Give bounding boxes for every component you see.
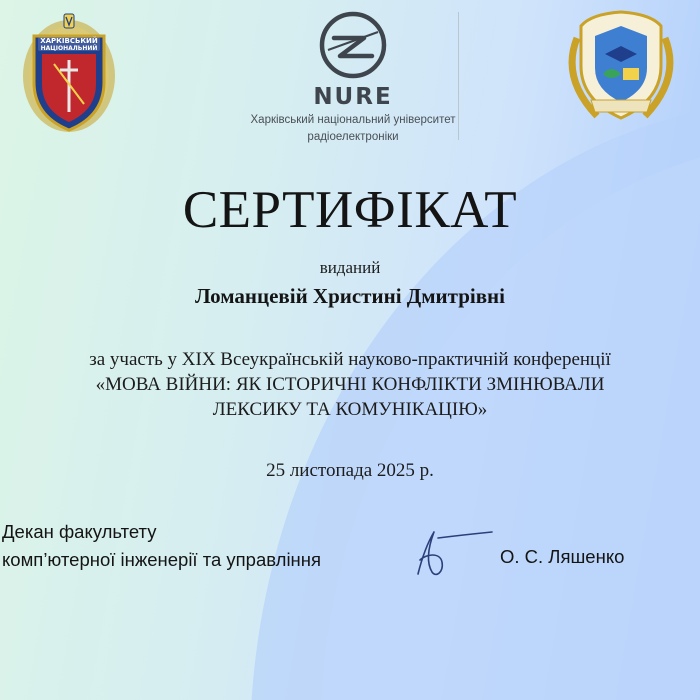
certificate-title: СЕРТИФІКАТ — [182, 181, 518, 239]
nure-full-name-line1: Харківський національний університет — [250, 114, 456, 126]
svg-text:НАЦІОНАЛЬНИЙ: НАЦІОНАЛЬНИЙ — [40, 45, 98, 52]
certificate-date: 25 листопада 2025 р. — [266, 460, 434, 481]
nure-abbreviation: NURE — [313, 84, 393, 110]
logo-divider — [458, 12, 459, 140]
position-line2: комп’ютерної інженерії та управління — [2, 549, 322, 570]
participation-text — [0, 347, 700, 422]
conference-title-line1: «МОВА ВІЙНИ: ЯК ІСТОРИЧНІ КОНФЛІКТИ ЗМІНЮВАЛИ — [95, 374, 605, 395]
svg-text:ХАРКІВСЬКИЙ: ХАРКІВСЬКИЙ — [40, 37, 98, 45]
issued-label: виданий — [319, 258, 381, 277]
participation-line1: за участь у XIX Всеукраїнській науково-практичній конференції — [89, 349, 611, 370]
university-emblem-left — [18, 12, 120, 136]
university-emblem-right — [557, 8, 685, 126]
book-icon — [623, 68, 639, 80]
handwritten-signature — [408, 528, 498, 580]
signatory-position — [2, 518, 321, 574]
nure-full-name-line2: радіоелектроніки — [307, 131, 399, 143]
recipient-name: Ломанцевій Христині Дмитрівні — [194, 284, 505, 308]
nure-logo-block — [238, 10, 468, 145]
signer-name: О. С. Ляшенко — [500, 546, 625, 567]
ribbon-banner — [38, 36, 100, 52]
conference-title-line2: ЛЕКСИКУ ТА КОМУНІКАЦІЮ» — [212, 399, 488, 420]
trident-icon — [64, 14, 74, 28]
nure-logo-icon — [318, 10, 388, 80]
position-line1: Декан факультету — [2, 521, 157, 542]
